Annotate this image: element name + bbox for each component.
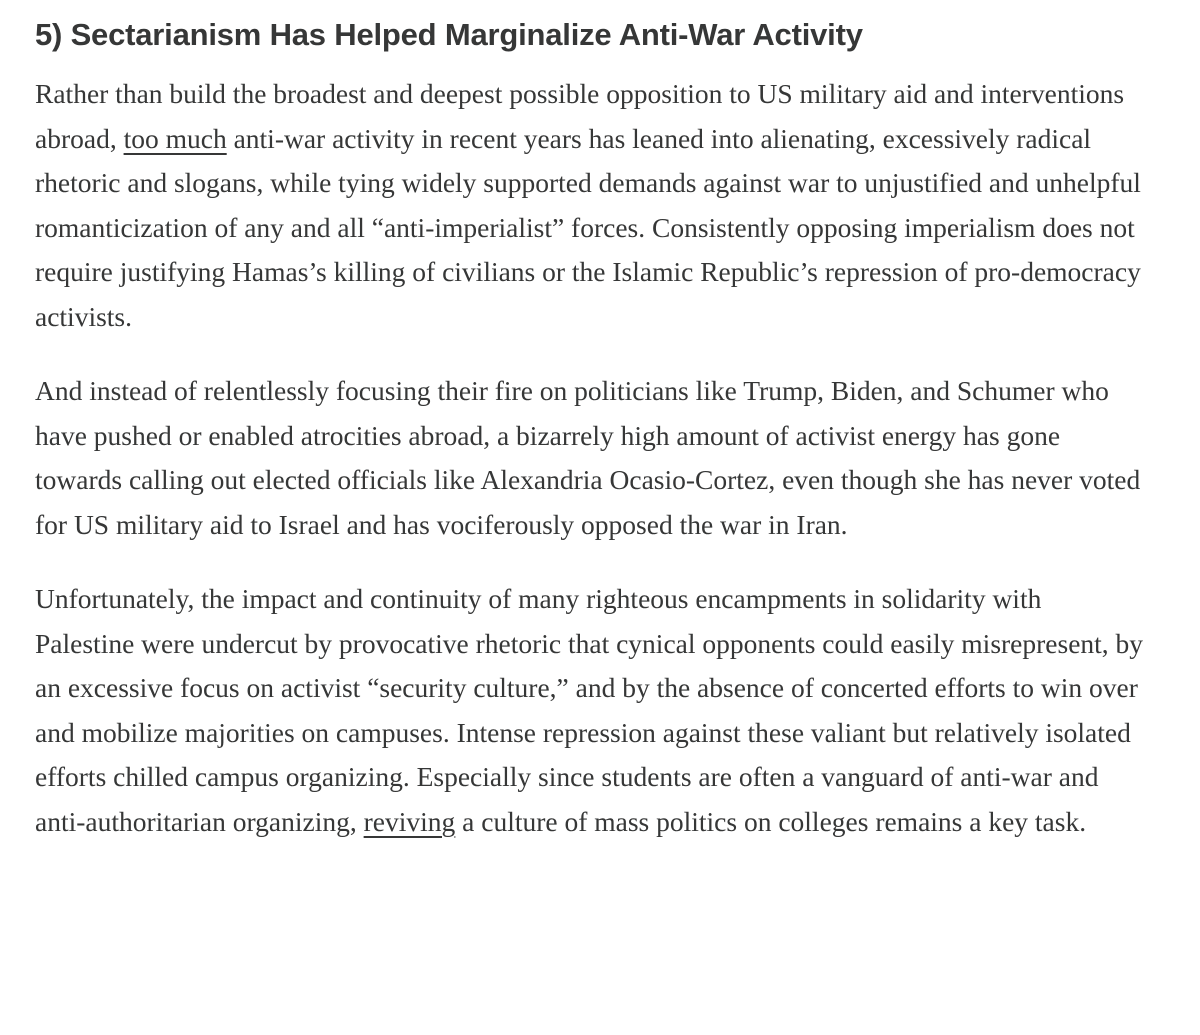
paragraph-3 bbox=[35, 577, 1145, 844]
paragraph-3-text-before: Unfortunately, the impact and continuity of many righteous encampments in solidarity with Palestine were undercut by provocative rhetoric that cynical opponents could easily misrepresent, by an excessive focus on activist “security culture,” and by the absence of concerted efforts to win over and mobilize majorities on campuses. Intense repression against these valiant but relatively isolated efforts chilled campus organizing. Especially since students are often a vanguard of anti-war and anti-authoritarian organizing, bbox=[35, 583, 1144, 837]
paragraph-1-text-after: anti-war activity in recent years has leaned into alienating, excessively radical rhetoric and slogans, while tying widely supported demands against war to unjustified and unhelpful romanticization of any and all “anti-imperialist” forces. Consistently opposing imperialism does not require justifying Hamas’s killing of civilians or the Islamic Republic’s repression of pro-democracy activists. bbox=[35, 122, 1141, 332]
paragraph-1 bbox=[35, 72, 1145, 339]
section-heading: 5) Sectarianism Has Helped Marginalize Anti-War Activity bbox=[35, 17, 863, 52]
paragraph-2: And instead of relentlessly focusing their fire on politicians like Trump, Biden, and Schumer who have pushed or enabled atrocities abroad, a bizarrely high amount of activist energy has gone towards calling out elected officials like Alexandria Ocasio-Cortez, even though she has never voted for US military aid to Israel and has vociferously opposed the war in Iran. bbox=[35, 375, 1141, 540]
too-much-link[interactable]: too much bbox=[123, 122, 227, 154]
reviving-link[interactable]: reviving bbox=[363, 805, 456, 837]
paragraph-3-text-after: a culture of mass politics on colleges remains a key task. bbox=[455, 805, 1087, 837]
paragraph-1-text-before: Rather than build the broadest and deepest possible opposition to US military aid and interventions abroad, bbox=[35, 78, 1125, 154]
article-body bbox=[35, 14, 1145, 874]
